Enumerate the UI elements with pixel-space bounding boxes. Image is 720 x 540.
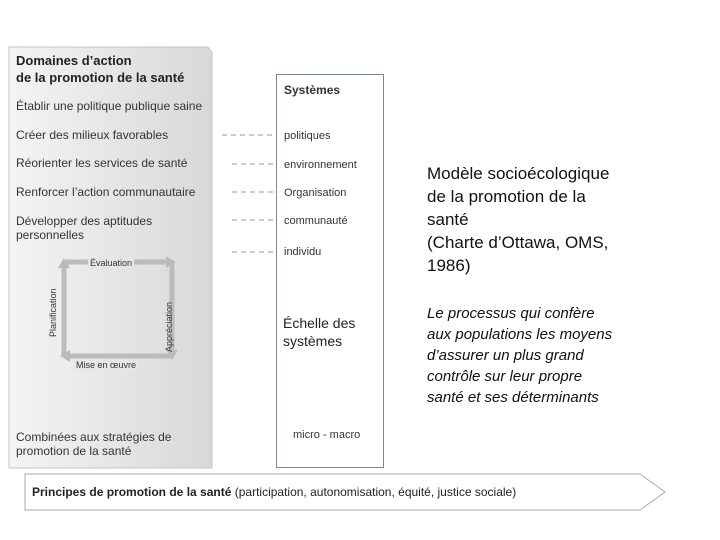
domain-item-policy: Établir une politique publique saine [16,99,203,113]
domain-item-community: Renforcer l’action communautaire [16,185,196,199]
domain-item-skills: Développer des aptitudes personnelles [16,214,153,242]
model-title-line: (Charte d’Ottawa, OMS, [427,233,609,252]
domains-footer-line1: Combinées aux stratégies de [16,430,172,444]
domain-item-environments: Créer des milieux favorables [16,128,169,142]
system-item-environment: environnement [284,159,357,171]
principles-text [32,485,516,499]
domains-title-line2: de la promotion de la santé [16,70,185,85]
domains-title [16,52,216,86]
principles-rest: (participation, autonomisation, équité, justice sociale) [231,485,517,499]
cycle-label-implementation: Mise en œuvre [76,360,137,370]
systems-title: Systèmes [284,83,341,97]
model-title-line: santé [427,210,469,229]
system-item-organisation: Organisation [284,187,347,199]
connector-lines [222,135,276,252]
model-description [427,303,667,408]
model-description-line: contrôle sur leur propre [427,368,583,385]
cycle-label-assessment: Appréciation [164,301,174,352]
domains-footer-line2: promotion de la santé [16,444,132,458]
principles-bold: Principes de promotion de la santé [32,485,232,499]
micro-macro-label: micro - macro [293,429,361,441]
system-item-individual: individu [284,246,322,258]
model-title-line: de la promotion de la [427,187,586,206]
model-description-line: d’assurer un plus grand [427,347,584,364]
model-description-line: Le processus qui confère [427,305,595,322]
system-item-policies: politiques [284,130,331,142]
domains-footer [16,430,171,458]
domains-title-line1: Domaines d’action [16,53,132,68]
cycle-label-evaluation: Évaluation [90,258,133,268]
system-item-community: communauté [284,215,348,227]
systems-scale-label: Échelle des systèmes [283,315,356,349]
cycle-label-planning: Planification [48,288,58,337]
model-title-line: Modèle socioécologique [427,164,610,183]
model-title-line: 1986) [427,256,471,275]
domain-item-services: Réorienter les services de santé [16,156,188,170]
model-title [427,162,677,277]
model-description-line: aux populations les moyens [427,326,613,343]
model-description-line: santé et ses déterminants [427,389,599,406]
